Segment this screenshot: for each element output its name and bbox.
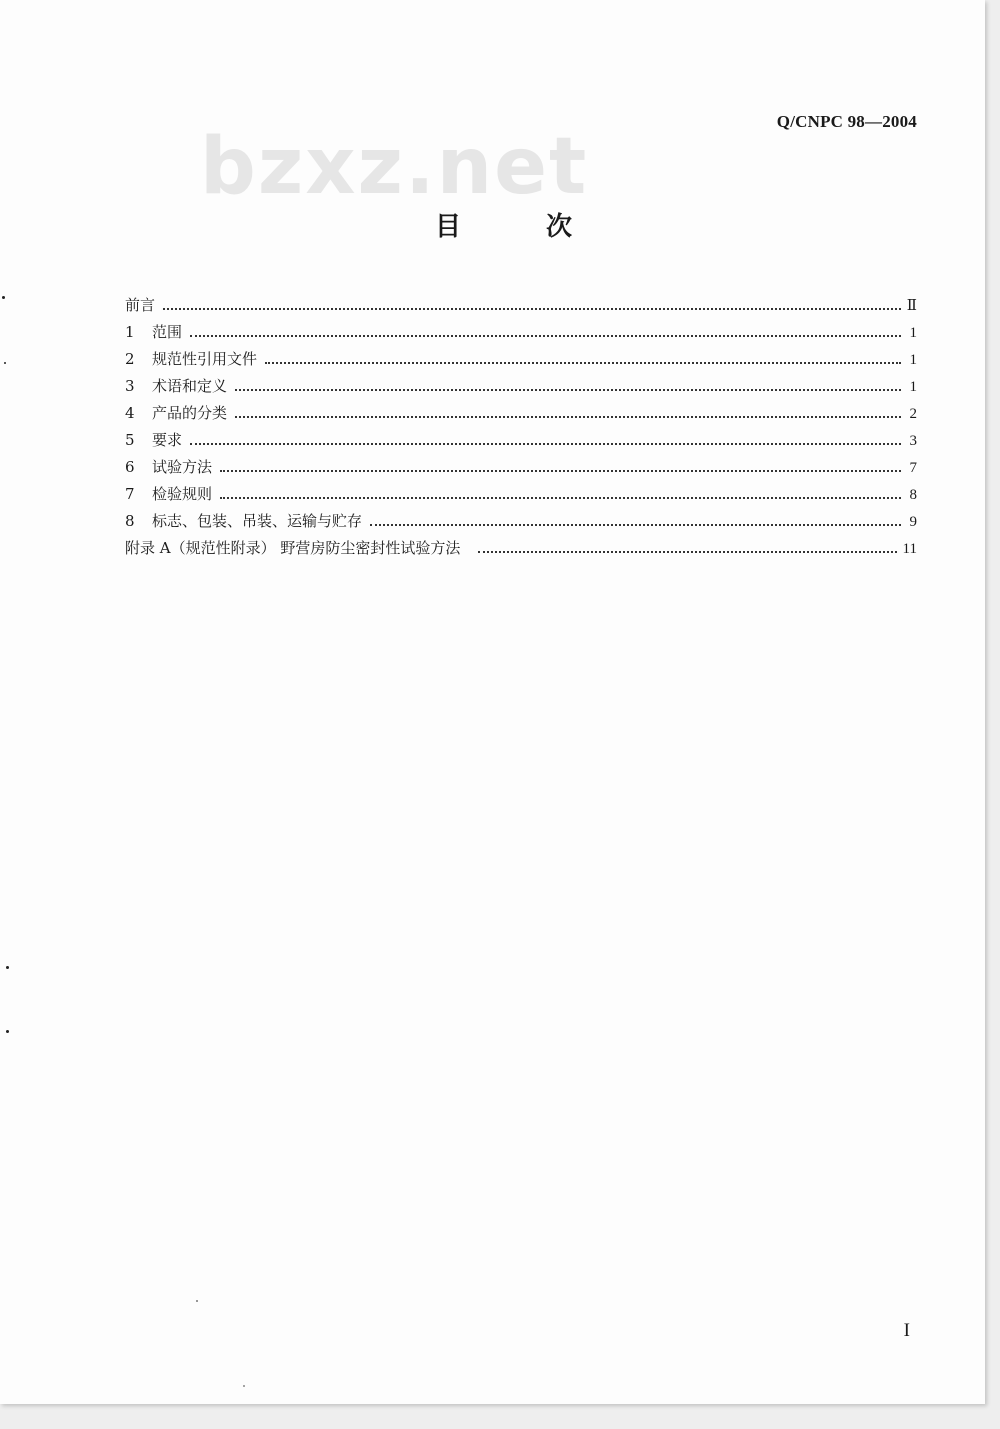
toc-entry-page: 1 — [909, 352, 917, 368]
toc-entry-page: Ⅱ — [906, 298, 917, 314]
toc-entry-label: 要求 — [152, 431, 183, 449]
toc-leader-dots — [163, 308, 901, 310]
page-number: I — [903, 1320, 910, 1341]
toc-entry-number: 7 — [125, 485, 135, 503]
toc-entry-test-methods[interactable] — [125, 456, 917, 483]
toc-entry-classification[interactable] — [125, 402, 917, 429]
toc-entry-label: 检验规则 — [152, 485, 213, 503]
toc-leader-dots — [190, 335, 901, 337]
toc-entry-label: 试验方法 — [152, 458, 213, 476]
scan-speck — [4, 362, 6, 364]
toc-entry-inspection-rules[interactable] — [125, 483, 917, 510]
toc-entry-label: 规范性引用文件 — [152, 350, 258, 368]
toc-entry-page: 2 — [909, 406, 917, 422]
toc-leader-dots — [190, 443, 901, 445]
toc-leader-dots — [370, 524, 901, 526]
toc-entry-label: 术语和定义 — [152, 377, 228, 395]
toc-entry-number: 2 — [125, 350, 135, 368]
toc-entry-foreword[interactable] — [125, 294, 917, 321]
toc-entry-number: 3 — [125, 377, 135, 395]
toc-entry-page: 7 — [909, 460, 917, 476]
toc-entry-number: 5 — [125, 431, 135, 449]
toc-entry-label: 产品的分类 — [152, 404, 228, 422]
toc-entry-number: 1 — [125, 323, 135, 341]
scan-speck — [196, 1300, 198, 1302]
toc-entry-number: 8 — [125, 512, 135, 530]
toc-entry-marking-packaging[interactable] — [125, 510, 917, 537]
toc-entry-appendix-a[interactable] — [125, 537, 917, 564]
toc-entry-scope[interactable] — [125, 321, 917, 348]
toc-entry-normative-references[interactable] — [125, 348, 917, 375]
scan-speck — [243, 1385, 245, 1387]
toc-leader-dots — [220, 470, 901, 472]
toc-entry-label: 范围 — [152, 323, 183, 341]
toc-leader-dots — [235, 389, 901, 391]
toc-entry-page: 1 — [909, 379, 917, 395]
table-of-contents — [125, 294, 917, 564]
toc-leader-dots — [220, 497, 901, 499]
toc-entry-label: 附录 A（规范性附录） 野营房防尘密封性试验方法 — [125, 539, 461, 557]
toc-entry-label: 标志、包装、吊装、运输与贮存 — [152, 512, 363, 530]
toc-entry-number: 4 — [125, 404, 135, 422]
toc-entry-page: 1 — [909, 325, 917, 341]
toc-entry-label: 前言 — [125, 296, 156, 314]
scan-speck — [2, 296, 5, 299]
toc-leader-dots — [235, 416, 901, 418]
toc-entry-page: 3 — [909, 433, 917, 449]
toc-leader-dots — [265, 362, 901, 364]
scan-speck — [6, 966, 9, 969]
scan-speck — [6, 1030, 9, 1033]
toc-leader-dots — [478, 551, 896, 553]
toc-title: 目 次 — [434, 212, 611, 242]
standard-number: Q/CNPC 98—2004 — [776, 112, 917, 131]
toc-entry-page: 11 — [902, 541, 917, 557]
toc-entry-requirements[interactable] — [125, 429, 917, 456]
toc-entry-terms-definitions[interactable] — [125, 375, 917, 402]
toc-entry-page: 8 — [909, 487, 917, 503]
watermark-logo: bzxz.net — [200, 122, 589, 212]
toc-entry-page: 9 — [909, 514, 917, 530]
toc-entry-number: 6 — [125, 458, 135, 476]
